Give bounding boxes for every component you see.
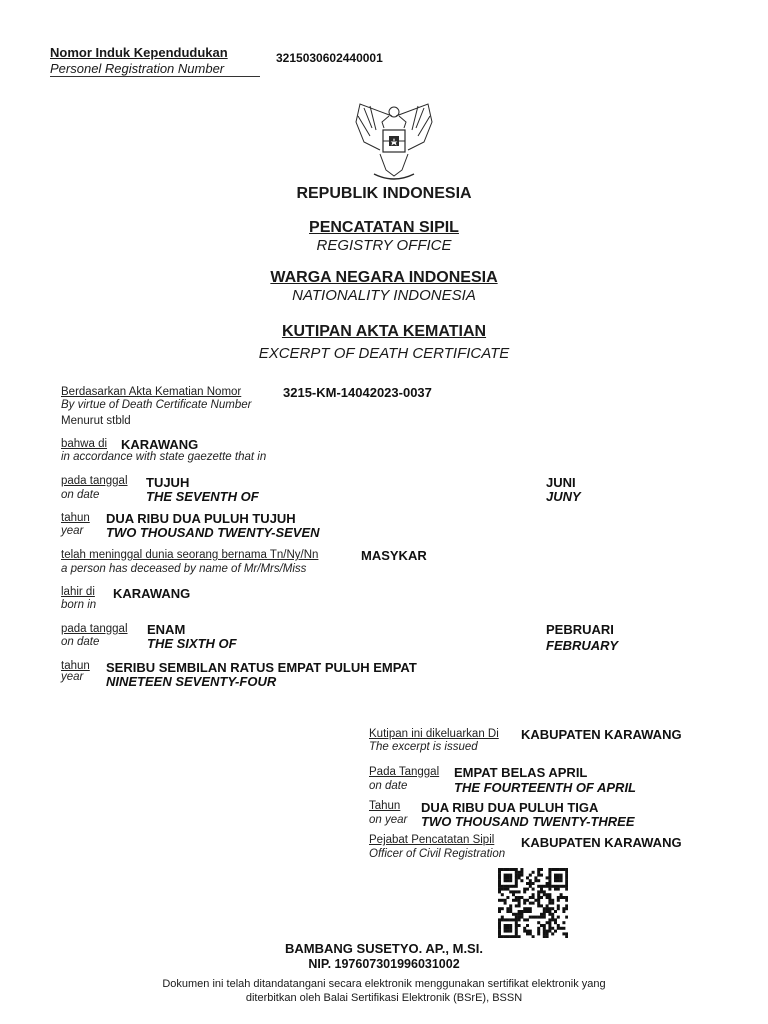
deceased-name-label-en: a person has deceased by name of Mr/Mrs/Miss bbox=[61, 563, 307, 575]
garuda-emblem-icon bbox=[352, 98, 436, 182]
death-year-value-en: TWO THOUSAND TWENTY-SEVEN bbox=[106, 525, 320, 540]
issued-date-value-en: THE FOURTEENTH OF APRIL bbox=[454, 780, 636, 795]
birth-year-value: SERIBU SEMBILAN RATUS EMPAT PULUH EMPAT bbox=[106, 660, 417, 675]
birth-month-value-en: FEBRUARY bbox=[546, 638, 618, 653]
death-month-value-en: JUNY bbox=[546, 489, 581, 504]
civil-title: PENCATATAN SIPIL bbox=[309, 219, 459, 236]
issued-place-value: KABUPATEN KARAWANG bbox=[521, 727, 682, 742]
issued-year-label: Tahun bbox=[369, 800, 401, 812]
issued-year-label-en: on year bbox=[369, 814, 408, 826]
issued-date-label-en: on date bbox=[369, 780, 408, 792]
birth-year-value-en: NINETEEN SEVENTY-FOUR bbox=[106, 674, 277, 689]
issued-date-value: EMPAT BELAS APRIL bbox=[454, 765, 588, 780]
death-year-label: tahun bbox=[61, 512, 90, 524]
death-day-value: TUJUH bbox=[146, 475, 190, 490]
birth-date-label: pada tanggal bbox=[61, 623, 128, 635]
place-label: bahwa di bbox=[61, 438, 108, 450]
death-day-value-en: THE SEVENTH OF bbox=[146, 489, 259, 504]
born-label-en: born in bbox=[61, 599, 97, 611]
issued-year-value-en: TWO THOUSAND TWENTY-THREE bbox=[421, 814, 635, 829]
birth-year-label-en: year bbox=[61, 671, 84, 683]
deceased-name-value: MASYKAR bbox=[361, 548, 427, 563]
officer-label-en: Officer of Civil Registration bbox=[369, 848, 506, 860]
officer-value: KABUPATEN KARAWANG bbox=[521, 835, 682, 850]
footer-line-2: diterbitkan oleh Balai Sertifikasi Elektronik (BSrE), BSSN bbox=[245, 992, 523, 1004]
document-title: KUTIPAN AKTA KEMATIAN bbox=[281, 323, 487, 340]
republic-title: REPUBLIK INDONESIA bbox=[296, 185, 472, 202]
birth-year-label: tahun bbox=[61, 660, 90, 672]
issued-year-value: DUA RIBU DUA PULUH TIGA bbox=[421, 800, 599, 815]
born-label: lahir di bbox=[61, 586, 95, 598]
stbld-label: Menurut stbld bbox=[61, 415, 131, 427]
birth-month-value: PEBRUARI bbox=[546, 622, 614, 637]
issued-date-label: Pada Tanggal bbox=[369, 766, 440, 778]
nik-underline bbox=[50, 76, 260, 77]
place-label-en: in accordance with state gaezette that in bbox=[61, 451, 267, 463]
act-number-label: Berdasarkan Akta Kematian Nomor bbox=[61, 386, 242, 398]
issued-place-label: Kutipan ini dikeluarkan Di bbox=[369, 728, 499, 740]
birth-date-label-en: on date bbox=[61, 636, 100, 648]
death-month-value: JUNI bbox=[546, 475, 576, 490]
death-date-label-en: on date bbox=[61, 489, 100, 501]
death-date-label: pada tanggal bbox=[61, 475, 128, 487]
death-year-label-en: year bbox=[61, 525, 84, 537]
signatory-nip: NIP. 197607301996031002 bbox=[308, 957, 460, 971]
act-number-label-en: By virtue of Death Certificate Number bbox=[61, 399, 252, 411]
civil-title-en: REGISTRY OFFICE bbox=[316, 237, 452, 254]
deceased-name-label: telah meninggal dunia seorang bernama Tn/Ny/Nn bbox=[61, 549, 319, 561]
officer-label: Pejabat Pencatatan Sipil bbox=[369, 834, 495, 846]
birth-day-value-en: THE SIXTH OF bbox=[147, 636, 237, 651]
signatory-name: BAMBANG SUSETYO. AP., M.SI. bbox=[285, 941, 483, 956]
qr-code-icon bbox=[498, 868, 568, 938]
nik-value: 3215030602440001 bbox=[276, 51, 383, 65]
act-number-value: 3215-KM-14042023-0037 bbox=[283, 385, 432, 400]
born-value: KARAWANG bbox=[113, 586, 191, 601]
death-year-value: DUA RIBU DUA PULUH TUJUH bbox=[106, 511, 296, 526]
document-title-en: EXCERPT OF DEATH CERTIFICATE bbox=[258, 345, 510, 362]
issued-place-label-en: The excerpt is issued bbox=[369, 741, 478, 753]
birth-day-value: ENAM bbox=[147, 622, 186, 637]
footer-line-1: Dokumen ini telah ditandatangani secara elektronik menggunakan sertifikat elektronik yang bbox=[162, 978, 606, 990]
nationality-title-en: NATIONALITY INDONESIA bbox=[292, 287, 476, 304]
nik-label: Nomor Induk Kependudukan bbox=[50, 45, 228, 60]
nik-label-en: Personel Registration Number bbox=[50, 61, 225, 76]
nationality-title: WARGA NEGARA INDONESIA bbox=[270, 269, 498, 286]
place-value: KARAWANG bbox=[121, 437, 199, 452]
